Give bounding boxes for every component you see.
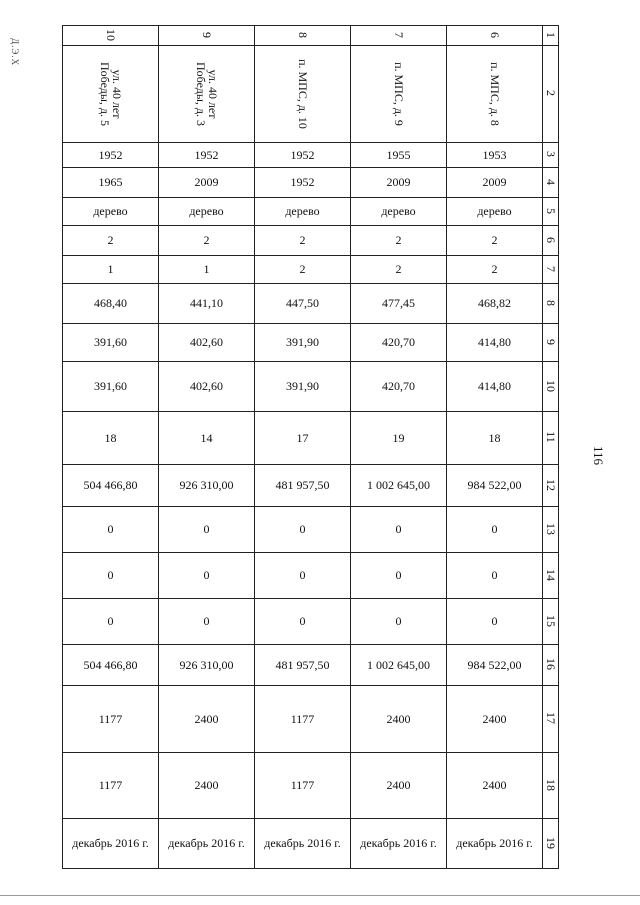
address-cell [447, 46, 543, 143]
table-cell: 2009 [159, 168, 255, 198]
table-cell: 441,10 [159, 284, 255, 324]
table-cell: 1952 [255, 143, 351, 168]
table-cell: 391,90 [255, 324, 351, 362]
table-row [63, 553, 559, 599]
table-row [63, 753, 559, 819]
column-number-label: 1 [543, 31, 558, 38]
row-number-label: 8 [543, 299, 558, 306]
column-number-row [63, 26, 559, 46]
row-number-label: 9 [543, 338, 558, 345]
row-number-label: 4 [543, 178, 558, 185]
table-cell: 2 [351, 226, 447, 256]
table-cell: 402,60 [159, 362, 255, 412]
address-label: п. МПС, д. 9 [391, 62, 406, 126]
column-number-label: 10 [103, 29, 118, 41]
margin-note: Д.Э.Х [10, 38, 20, 67]
row-number-label: 10 [543, 379, 558, 392]
table-cell: 414,80 [447, 362, 543, 412]
table-cell: 2400 [351, 753, 447, 819]
table-cell: 0 [63, 553, 159, 599]
table-cell: декабрь 2016 г. [159, 819, 255, 869]
table-cell: 481 957,50 [255, 645, 351, 686]
table-cell: 2 [255, 256, 351, 284]
row-number [543, 819, 559, 869]
table-cell: 18 [63, 412, 159, 465]
table-row [63, 168, 559, 198]
table-cell: 0 [447, 599, 543, 645]
table-cell: 0 [63, 599, 159, 645]
page-number: 116 [591, 446, 606, 466]
table-cell: дерево [63, 198, 159, 226]
table-cell: 468,82 [447, 284, 543, 324]
table-cell: 984 522,00 [447, 465, 543, 507]
row-number-label: 6 [543, 236, 558, 243]
table-cell: декабрь 2016 г. [63, 819, 159, 869]
table-cell: 1177 [255, 753, 351, 819]
table-cell: 2400 [159, 686, 255, 753]
table-cell: 1 002 645,00 [351, 465, 447, 507]
bottom-rule [0, 895, 640, 896]
row-number [543, 412, 559, 465]
column-number [447, 26, 543, 46]
table-cell: 1952 [255, 168, 351, 198]
column-number [255, 26, 351, 46]
table-cell: 504 466,80 [63, 465, 159, 507]
table-cell: 1177 [255, 686, 351, 753]
table-cell: 2 [255, 226, 351, 256]
table-cell: 420,70 [351, 324, 447, 362]
table-cell: 18 [447, 412, 543, 465]
column-number-label: 8 [295, 32, 310, 38]
table-row [63, 507, 559, 553]
table-cell: 0 [159, 599, 255, 645]
buildings-table [62, 25, 559, 869]
table-row [63, 645, 559, 686]
table-cell: декабрь 2016 г. [351, 819, 447, 869]
table-cell: 2400 [447, 686, 543, 753]
row-number [543, 46, 559, 143]
row-number-label: 19 [543, 836, 558, 849]
table-cell: 1953 [447, 143, 543, 168]
row-number-label: 12 [543, 478, 558, 491]
table-cell: 391,60 [63, 324, 159, 362]
table-cell: 2400 [447, 753, 543, 819]
table-cell: 0 [159, 507, 255, 553]
table-cell: 2400 [159, 753, 255, 819]
table-cell: 1965 [63, 168, 159, 198]
row-number-label: 14 [543, 568, 558, 581]
row-number-label: 15 [543, 614, 558, 627]
table-cell: 2 [351, 256, 447, 284]
table-row [63, 412, 559, 465]
row-number-label: 13 [543, 522, 558, 535]
table-cell: 391,60 [63, 362, 159, 412]
table-cell: 2400 [351, 686, 447, 753]
table-row [63, 284, 559, 324]
address-cell [351, 46, 447, 143]
row-number [543, 324, 559, 362]
table-cell: 0 [447, 507, 543, 553]
table-cell: 2009 [447, 168, 543, 198]
column-number [351, 26, 447, 46]
table-cell: 0 [447, 553, 543, 599]
address-label: п. МПС, д. 10 [295, 59, 310, 129]
row-number [543, 753, 559, 819]
table-cell: 926 310,00 [159, 465, 255, 507]
table-row [63, 819, 559, 869]
table-cell: 402,60 [159, 324, 255, 362]
table-cell: 2009 [351, 168, 447, 198]
row-number [543, 599, 559, 645]
address-label: ул. 40 лет Победы, д. 5 [97, 61, 124, 127]
row-number [543, 553, 559, 599]
table-cell: 0 [255, 507, 351, 553]
column-number [543, 26, 559, 46]
table-cell: 481 957,50 [255, 465, 351, 507]
table-cell: 2 [63, 226, 159, 256]
table-cell: дерево [159, 198, 255, 226]
column-number [159, 26, 255, 46]
row-number [543, 686, 559, 753]
table-cell: 2 [447, 256, 543, 284]
address-row [63, 46, 559, 143]
table-cell: 504 466,80 [63, 645, 159, 686]
table-cell: 2 [159, 226, 255, 256]
table-row [63, 686, 559, 753]
column-number [63, 26, 159, 46]
table-cell: 926 310,00 [159, 645, 255, 686]
table-cell: 1952 [63, 143, 159, 168]
table-cell: 414,80 [447, 324, 543, 362]
address-label: п. МПС, д. 8 [487, 62, 502, 126]
table-row [63, 143, 559, 168]
table-cell: 0 [351, 507, 447, 553]
row-number [543, 256, 559, 284]
table-cell: 468,40 [63, 284, 159, 324]
row-number-label: 7 [543, 265, 558, 272]
table-cell: дерево [351, 198, 447, 226]
row-number-label: 16 [543, 658, 558, 670]
column-number-label: 7 [391, 32, 406, 38]
table-cell: 1952 [159, 143, 255, 168]
column-number-label: 9 [199, 32, 214, 38]
row-number [543, 645, 559, 686]
table-row [63, 465, 559, 507]
table-cell: 17 [255, 412, 351, 465]
table-cell: 0 [63, 507, 159, 553]
table-cell: 391,90 [255, 362, 351, 412]
table-cell: 1 [159, 256, 255, 284]
table-cell: 19 [351, 412, 447, 465]
row-number-label: 3 [543, 151, 558, 157]
table-cell: декабрь 2016 г. [255, 819, 351, 869]
table-row [63, 198, 559, 226]
table-row [63, 324, 559, 362]
row-number-label: 2 [543, 90, 558, 96]
table-row [63, 226, 559, 256]
row-number-label: 11 [543, 431, 558, 443]
row-number [543, 226, 559, 256]
address-cell [255, 46, 351, 143]
row-number-label: 5 [543, 207, 558, 214]
table-cell: 1 [63, 256, 159, 284]
table-row [63, 256, 559, 284]
table-cell: 14 [159, 412, 255, 465]
table-cell: 1 002 645,00 [351, 645, 447, 686]
row-number [543, 143, 559, 168]
table-cell: 0 [255, 553, 351, 599]
table-cell: 0 [255, 599, 351, 645]
table-cell: 477,45 [351, 284, 447, 324]
row-number [543, 507, 559, 553]
table-cell: 1177 [63, 686, 159, 753]
row-number [543, 465, 559, 507]
column-number-label: 6 [487, 32, 502, 38]
table-cell: 1177 [63, 753, 159, 819]
table-cell: дерево [255, 198, 351, 226]
address-label: ул. 40 лет Победы, д. 3 [193, 61, 220, 127]
table-cell: 447,50 [255, 284, 351, 324]
row-number-label: 18 [543, 778, 558, 791]
table-cell: 420,70 [351, 362, 447, 412]
table-cell: 0 [351, 553, 447, 599]
table-cell: 0 [159, 553, 255, 599]
table-cell: дерево [447, 198, 543, 226]
address-cell [63, 46, 159, 143]
row-number [543, 198, 559, 226]
row-number [543, 362, 559, 412]
address-cell [159, 46, 255, 143]
table-cell: 984 522,00 [447, 645, 543, 686]
row-number-label: 17 [543, 712, 558, 724]
row-number [543, 284, 559, 324]
table-row [63, 362, 559, 412]
table-cell: 2 [447, 226, 543, 256]
table-cell: 0 [351, 599, 447, 645]
table-row [63, 599, 559, 645]
row-number [543, 168, 559, 198]
table-cell: 1955 [351, 143, 447, 168]
table-cell: декабрь 2016 г. [447, 819, 543, 869]
